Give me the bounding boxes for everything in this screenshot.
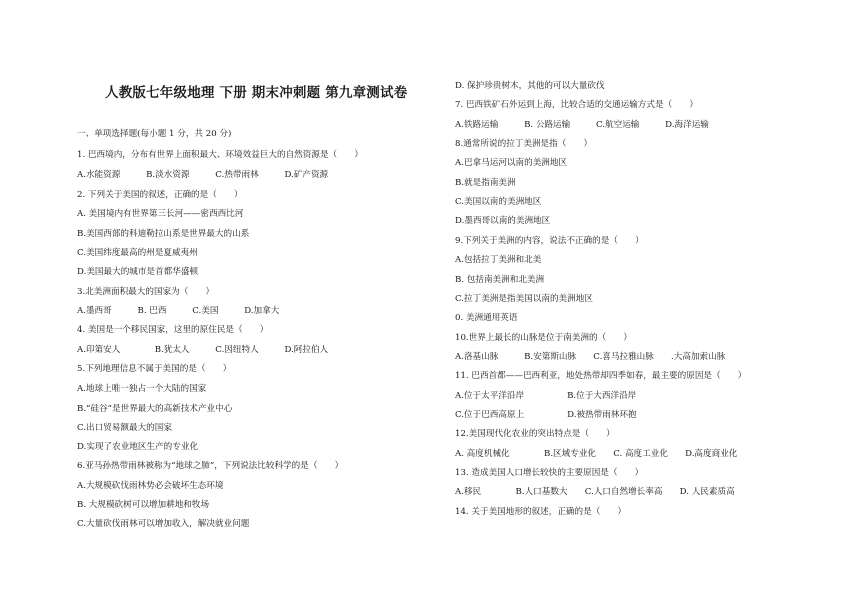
right-text-line: 0. 美洲通用英语 xyxy=(455,313,518,323)
right-text-line: 8.通常所说的拉丁美洲是指（ ） xyxy=(455,139,593,149)
right-text-line: 13. 造成美国人口增长较快的主要原因是（ ） xyxy=(455,468,644,478)
left-text-line: A.水能资源 B.淡水资源 C.热带雨林 D.矿产资源 xyxy=(77,170,329,180)
right-text-line: B. 包括南美洲和北美洲 xyxy=(455,275,545,285)
right-text-line: A. 高度机械化 B.区域专业化 C. 高度工业化 D.高度商业化 xyxy=(455,449,738,459)
right-text-line: A.包括拉丁美洲和北美 xyxy=(455,255,542,265)
right-text-line: A.洛基山脉 B.安第斯山脉 C.喜马拉雅山脉 .大高加索山脉 xyxy=(455,352,726,362)
right-text-line: 11. 巴西首都——巴西利亚，地处热带却四季如春，最主要的原因是（ ） xyxy=(455,371,747,381)
right-text-line: A.位于太平洋沿岸 B.位于大西洋沿岸 xyxy=(455,391,637,401)
left-text-line: 1. 巴西境内，分布有世界上面积最大、环境效益巨大的自然资源是（ ） xyxy=(77,150,363,160)
right-text-line: A.巴拿马运河以南的美洲地区 xyxy=(455,158,568,168)
right-text-line: D. 保护珍贵树木，其他的可以大量砍伐 xyxy=(455,81,605,91)
right-text-line: A.铁路运输 B. 公路运输 C.航空运输 D.海洋运输 xyxy=(455,120,709,130)
right-text-line: C.美国以南的美洲地区 xyxy=(455,197,542,207)
right-text-line: 10.世界上最长的山脉是位于南美洲的（ ） xyxy=(455,333,632,343)
page-title: 人教版七年级地理 下册 期末冲刺题 第九章测试卷 xyxy=(105,85,408,101)
left-text-line: D.美国最大的城市是首都华盛顿 xyxy=(77,267,199,277)
left-text-line: 6.亚马孙热带雨林被称为“地球之肺”，下列说法比较科学的是（ ） xyxy=(77,461,344,471)
left-text-line: 3.北美洲面积最大的国家为（ ） xyxy=(77,287,215,297)
left-text-line: 4. 美国是一个移民国家，这里的原住民是（ ） xyxy=(77,325,269,335)
right-text-line: D.墨西哥以南的美洲地区 xyxy=(455,216,551,226)
left-text-line: A.墨西哥 B. 巴西 C.美国 D.加拿大 xyxy=(77,306,280,316)
right-text-line: 12.美国现代化农业的突出特点是（ ） xyxy=(455,429,615,439)
left-text-line: C.美国纬度最高的州是夏威夷州 xyxy=(77,248,198,258)
left-text-line: B.美国西部的科迪勒拉山系是世界最大的山系 xyxy=(77,229,250,239)
left-text-line: 5.下列地理信息不属于美国的是（ ） xyxy=(77,364,232,374)
right-text-line: 14. 关于美国地形的叙述，正确的是（ ） xyxy=(455,507,627,517)
left-text-line: A.地球上唯一独占一个大陆的国家 xyxy=(77,384,207,394)
right-text-line: B.就是指南美洲 xyxy=(455,178,516,188)
left-text-line: D.实现了农业地区生产的专业化 xyxy=(77,442,199,452)
left-text-line: A.大规模砍伐雨林势必会破坏生态环境 xyxy=(77,481,224,491)
left-text-line: A. 美国境内有世界第三长河——密西西比河 xyxy=(77,209,244,219)
left-text-line: C.出口贸易额最大的国家 xyxy=(77,423,172,433)
left-text-line: A.印第安人 B.犹太人 C.因纽特人 D.阿拉伯人 xyxy=(77,345,329,355)
right-text-line: 7. 巴西铁矿石外运到上海，比较合适的交通运输方式是（ ） xyxy=(455,100,698,110)
left-text-line: 一、单项选择题(每小题 1 分，共 20 分) xyxy=(77,129,232,139)
right-text-line: 9.下列关于美洲的内容，说法不正确的是（ ） xyxy=(455,236,644,246)
right-text-line: C.位于巴西高原上 D.被热带雨林环抱 xyxy=(455,410,637,420)
right-text-line: C.拉丁美洲是指美国以南的美洲地区 xyxy=(455,294,593,304)
left-text-line: C.大量砍伐雨林可以增加收入，解决就业问题 xyxy=(77,519,250,529)
left-text-line: B. 大规模砍树可以增加耕地和牧场 xyxy=(77,500,210,510)
right-text-line: A.移民 B.人口基数大 C.人口自然增长率高 D. 人民素质高 xyxy=(455,487,735,497)
left-text-line: B.“硅谷”是世界最大的高新技术产业中心 xyxy=(77,404,233,414)
left-text-line: 2. 下列关于美国的叙述，正确的是（ ） xyxy=(77,190,243,200)
